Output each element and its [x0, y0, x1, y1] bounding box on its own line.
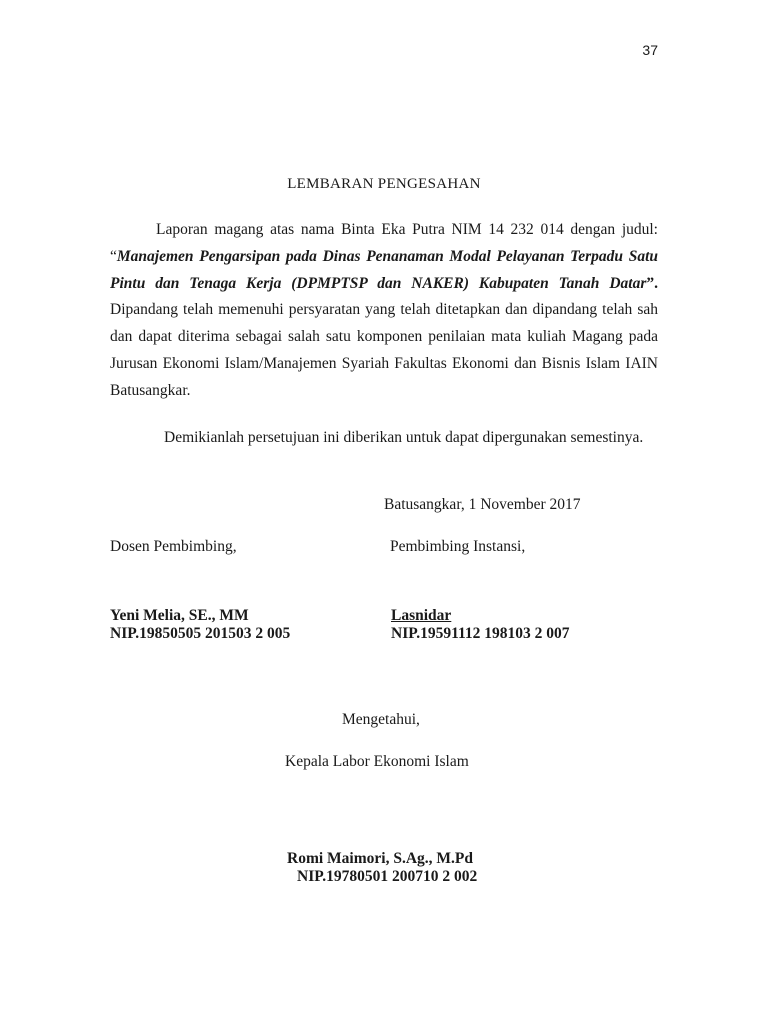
closing-text: Demikianlah persetujuan ini diberikan untuk dapat dipergunakan semestinya. [164, 429, 644, 446]
acknowledgement-role: Kepala Labor Ekonomi Islam [285, 753, 469, 770]
left-signatory-name: Yeni Melia, SE., MM [110, 607, 249, 624]
closing-paragraph [110, 425, 658, 452]
left-signatory-nip: NIP.19850505 201503 2 005 [110, 625, 291, 642]
right-signatory-name: Lasnidar [391, 607, 452, 624]
open-quote: “ [110, 247, 117, 265]
close-quote: ”. [646, 274, 658, 292]
report-title: Manajemen Pengarsipan pada Dinas Penanaman Modal Pelayanan Terpadu Satu Pintu dan Tenaga Kerja (DPMPTSP dan NAKER) Kabupaten Tanah Datar [110, 247, 658, 292]
document-title: LEMBARAN PENGESAHAN [287, 176, 481, 192]
acknowledgement-nip: NIP.19780501 200710 2 002 [297, 868, 478, 885]
place-date: Batusangkar, 1 November 2017 [384, 496, 581, 513]
paragraph-intro: Laporan magang atas nama Binta Eka Putra NIM 14 232 014 dengan judul: [156, 221, 658, 238]
page-number: 37 [642, 42, 658, 58]
right-signatory-role: Pembimbing Instansi, [390, 538, 526, 555]
approval-paragraph [110, 217, 658, 405]
right-signatory-nip: NIP.19591112 198103 2 007 [391, 625, 570, 642]
left-signatory-role: Dosen Pembimbing, [110, 538, 237, 555]
acknowledgement-name: Romi Maimori, S.Ag., M.Pd [287, 850, 473, 867]
acknowledgement-label: Mengetahui, [342, 711, 420, 728]
paragraph-rest: Dipandang telah memenuhi persyaratan yang telah ditetapkan dan dipandang telah sah dan dapat diterima sebagai salah satu komponen penilaian mata kuliah Magang pada Jurusan Ekonomi Islam/Manajemen Syariah Fakultas Ekonomi dan Bisnis Islam IAIN Batusangkar. [110, 301, 658, 399]
